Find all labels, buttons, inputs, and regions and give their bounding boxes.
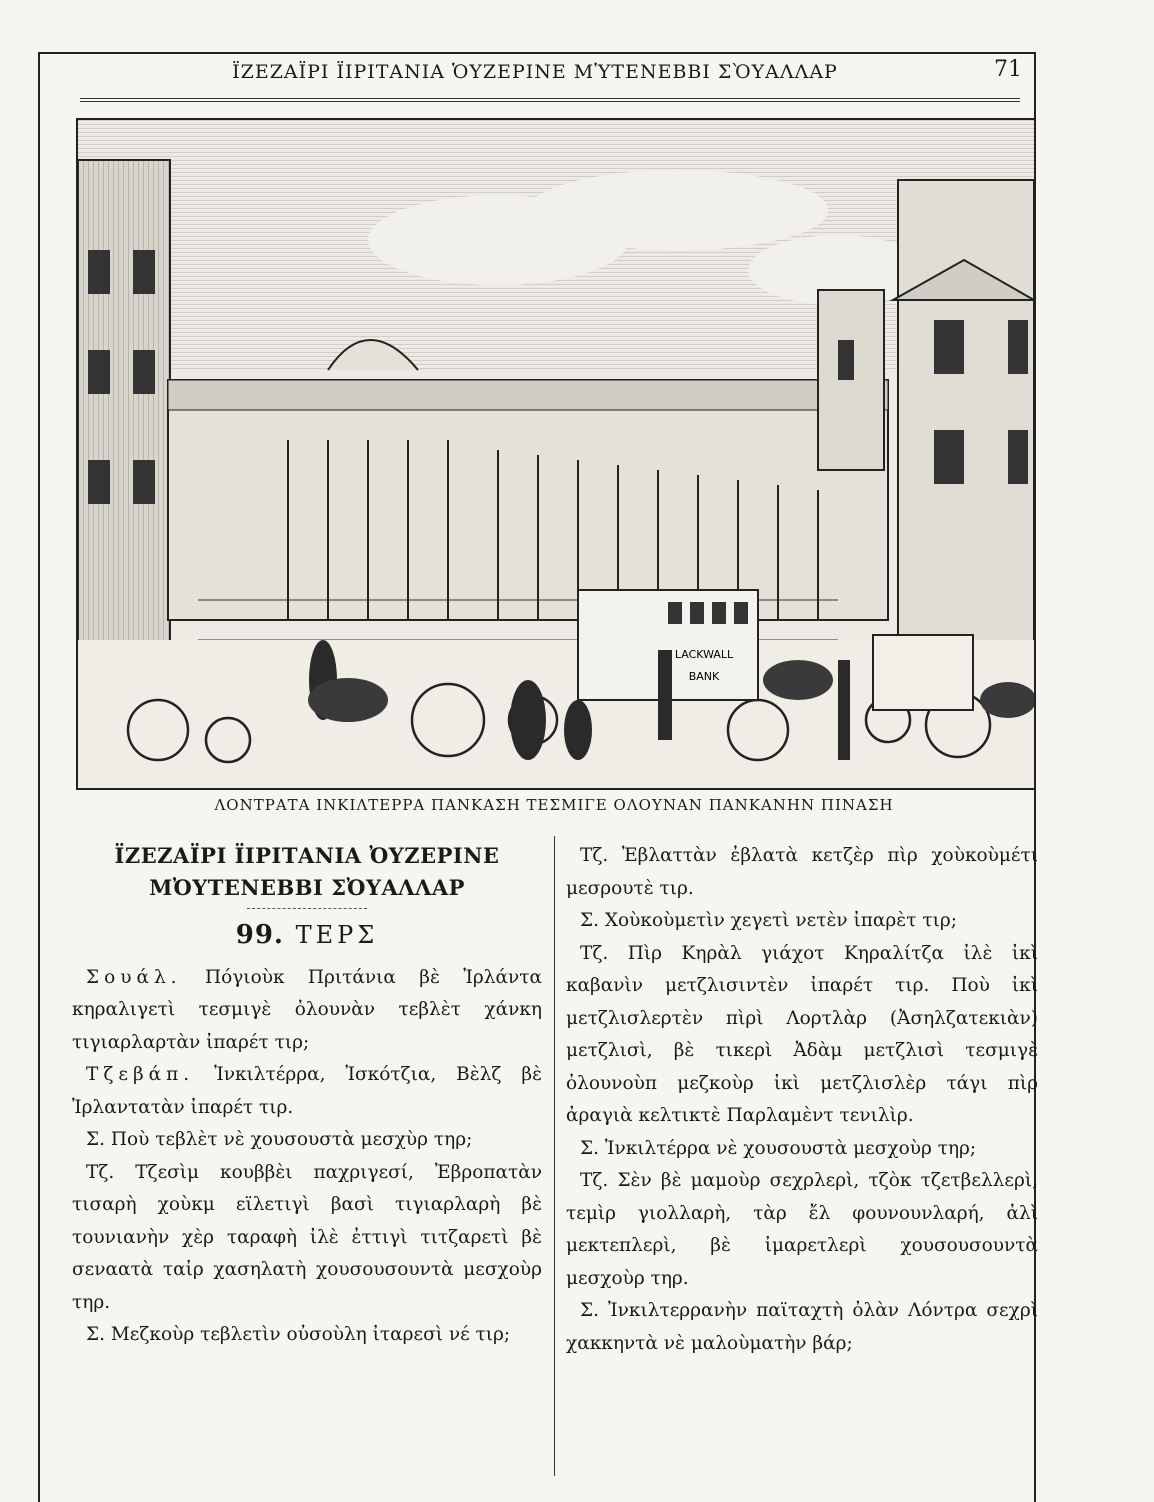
left-column (72, 840, 542, 1490)
dialog-paragraph (566, 840, 1038, 905)
dialog-paragraph (566, 1295, 1038, 1360)
dialog-paragraph (72, 1059, 542, 1124)
lesson-word: ΤΕΡΣ (295, 921, 379, 949)
dialog-paragraph (72, 962, 542, 1060)
bank-building (168, 380, 888, 620)
dialog-text: Πόγιοὺκ Πριτάνια βὲ Ἰρλάντα κηραλιγετὶ τεσμιγὲ ὀλουνὰν τεβλὲτ χάνκη τιγιαρλαρτὰν ἰπαρέτ τιρ; (72, 966, 542, 1053)
speaker-label: Σ. (86, 1324, 105, 1345)
page-number: 71 (994, 57, 1022, 82)
lesson-number: 99. (235, 920, 284, 950)
speaker-label: Σ. (580, 1300, 599, 1321)
dialog-text: Χοὺκοὺμετὶν χεγετὶ νετὲν ἰπαρὲτ τιρ; (604, 910, 957, 931)
speaker-label: Σ. (580, 910, 599, 931)
dialog-text: Τζεσὶμ κουββὲι παχριγεσί, Ἐβροπατὰν τισαρὴ χοὺκμ εϊλετιγὶ βασὶ τιγιαρλαρὴ βὲ τουνιανὴν χὲρ ταραφὴ ἰλὲ ἐττιγὶ τιτζαρετὶ βὲ σεναατὰ ταἰρ χασηλατὴ χουσουσουντὰ μεσχοὺρ τηρ. (72, 1161, 542, 1313)
dialog-paragraph (566, 938, 1038, 1133)
dialog-text: Πὶρ Κηρὰλ γιάχοτ Κηραλίτζα ἰλὲ ἰκὶ καβανὶν μετζλισιντὲν ἰπαρέτ τιρ. Ποὺ ἰκὶ μετζλισλερτὲν πὶρὶ Λορτλὰρ (Ἀσηλζατεκιὰν) μετζλισὶ, βὲ τικερὶ Ἀδὰμ μετζλισὶ τεσμιγὲ ὀλουνοὺπ μεζκοὺρ ἰκὶ μετζλισλὲρ τάγι πὶρ ἀραγιὰ κελτικτὲ Παρλαμὲντ τενιλὶρ. (566, 942, 1038, 1126)
speaker-label: Τζεβάπ. (86, 1064, 195, 1085)
speaker-label: Τζ. (580, 942, 609, 964)
section-title-line1: ΪΖΕΖΑΪΡΙ ΪΙΡΙΤΑΝΙΑ ὈΥΖΕΡΙΝΕ (114, 843, 500, 868)
dialog-paragraph (566, 1165, 1038, 1295)
dialog-text: Ἐβλαττὰν ἐβλατὰ κετζὲρ πὶρ χοὺκοὺμέτι μεσρουτὲ τιρ. (566, 845, 1038, 899)
dialog-text: Μεζκοὺρ τεβλετὶν οὐσοὺλη ἰταρεσὶ νέ τιρ; (110, 1324, 511, 1345)
speaker-label: Τζ. (86, 1161, 115, 1183)
column-divider (554, 836, 555, 1476)
header-rule (80, 98, 1020, 99)
dialog-text: Σὲν βὲ μαμοὺρ σεχρλερὶ, τζὸκ τζετβελλερὶ, τεμὶρ γιολλαρὴ, τὰρ ἔλ φουνουνλαρή, ἀλὶ μεκτεπλερὶ, βὲ ἰμαρετλερὶ χουσουσουντὰ μεσχοὺρ τηρ. (566, 1170, 1038, 1289)
running-title: ΪΖΕΖΑΪΡΙ ΪΙΡΙΤΑΝΙΑ ὉΥΖΕΡΙΝΕ ΜὙΤΕΝΕΒΒΙ ΣῸΥΑΛΛΑΡ (232, 61, 838, 83)
right-column (566, 840, 1038, 1490)
coach-sign-line2: BANK (688, 670, 720, 683)
dialog-paragraph (72, 1319, 542, 1352)
dialog-text: Ἰνκιλτέρρα, Ἰσκότζια, Βὲλζ βὲ Ἰρλαντατὰν ἰπαρέτ τιρ. (72, 1064, 542, 1118)
dialog-paragraph (566, 1133, 1038, 1166)
coach-sign-line1: LACKWALL (674, 648, 734, 661)
speaker-label: Τζ. (580, 1170, 609, 1191)
engraving-illustration (76, 118, 1036, 790)
illustration-caption: ΛΟΝΤΡΑΤΑ ΙΝΚΙΛΤΕΡΡΑ ΠΑΝΚΑΣΗ ΤΕΣΜΙΓΕ ΟΛΟΥΝΑΝ ΠΑΝΚΑΝΗΝ ΠΙΝΑΣΗ (214, 796, 894, 814)
speaker-label: Τζ. (580, 845, 609, 866)
dialog-paragraph (72, 1124, 542, 1157)
speaker-label: Σ. (86, 1129, 105, 1150)
dialog-text: Ἰνκιλτέρρα νὲ χουσουστὰ μεσχοὺρ τηρ; (604, 1137, 977, 1159)
speaker-label: Σ. (580, 1137, 599, 1159)
header-rule-double (80, 101, 1020, 102)
cloud (528, 170, 828, 250)
lesson-heading (72, 919, 542, 952)
speaker-label: Σουάλ. (86, 966, 182, 988)
dialog-text: Ἰνκιλτερρανὴν παϊταχτὴ ὀλὰν Λόντρα σεχρὶ χακκηντὰ νὲ μαλοὺματὴν βάρ; (566, 1300, 1038, 1354)
running-head (40, 55, 1030, 95)
dialog-text: Ποὺ τεβλὲτ νὲ χουσουστὰ μεσχὺρ τηρ; (110, 1129, 473, 1150)
title-ornament (247, 908, 367, 909)
dialog-paragraph (72, 1157, 542, 1320)
dialog-paragraph (566, 905, 1038, 938)
right-coach (873, 635, 973, 710)
section-title-line2: ΜὈΥΤΕΝΕΒΒΙ ΣὈΥΑΛΛΑΡ (149, 875, 465, 900)
bank-street-scene (78, 120, 1034, 788)
